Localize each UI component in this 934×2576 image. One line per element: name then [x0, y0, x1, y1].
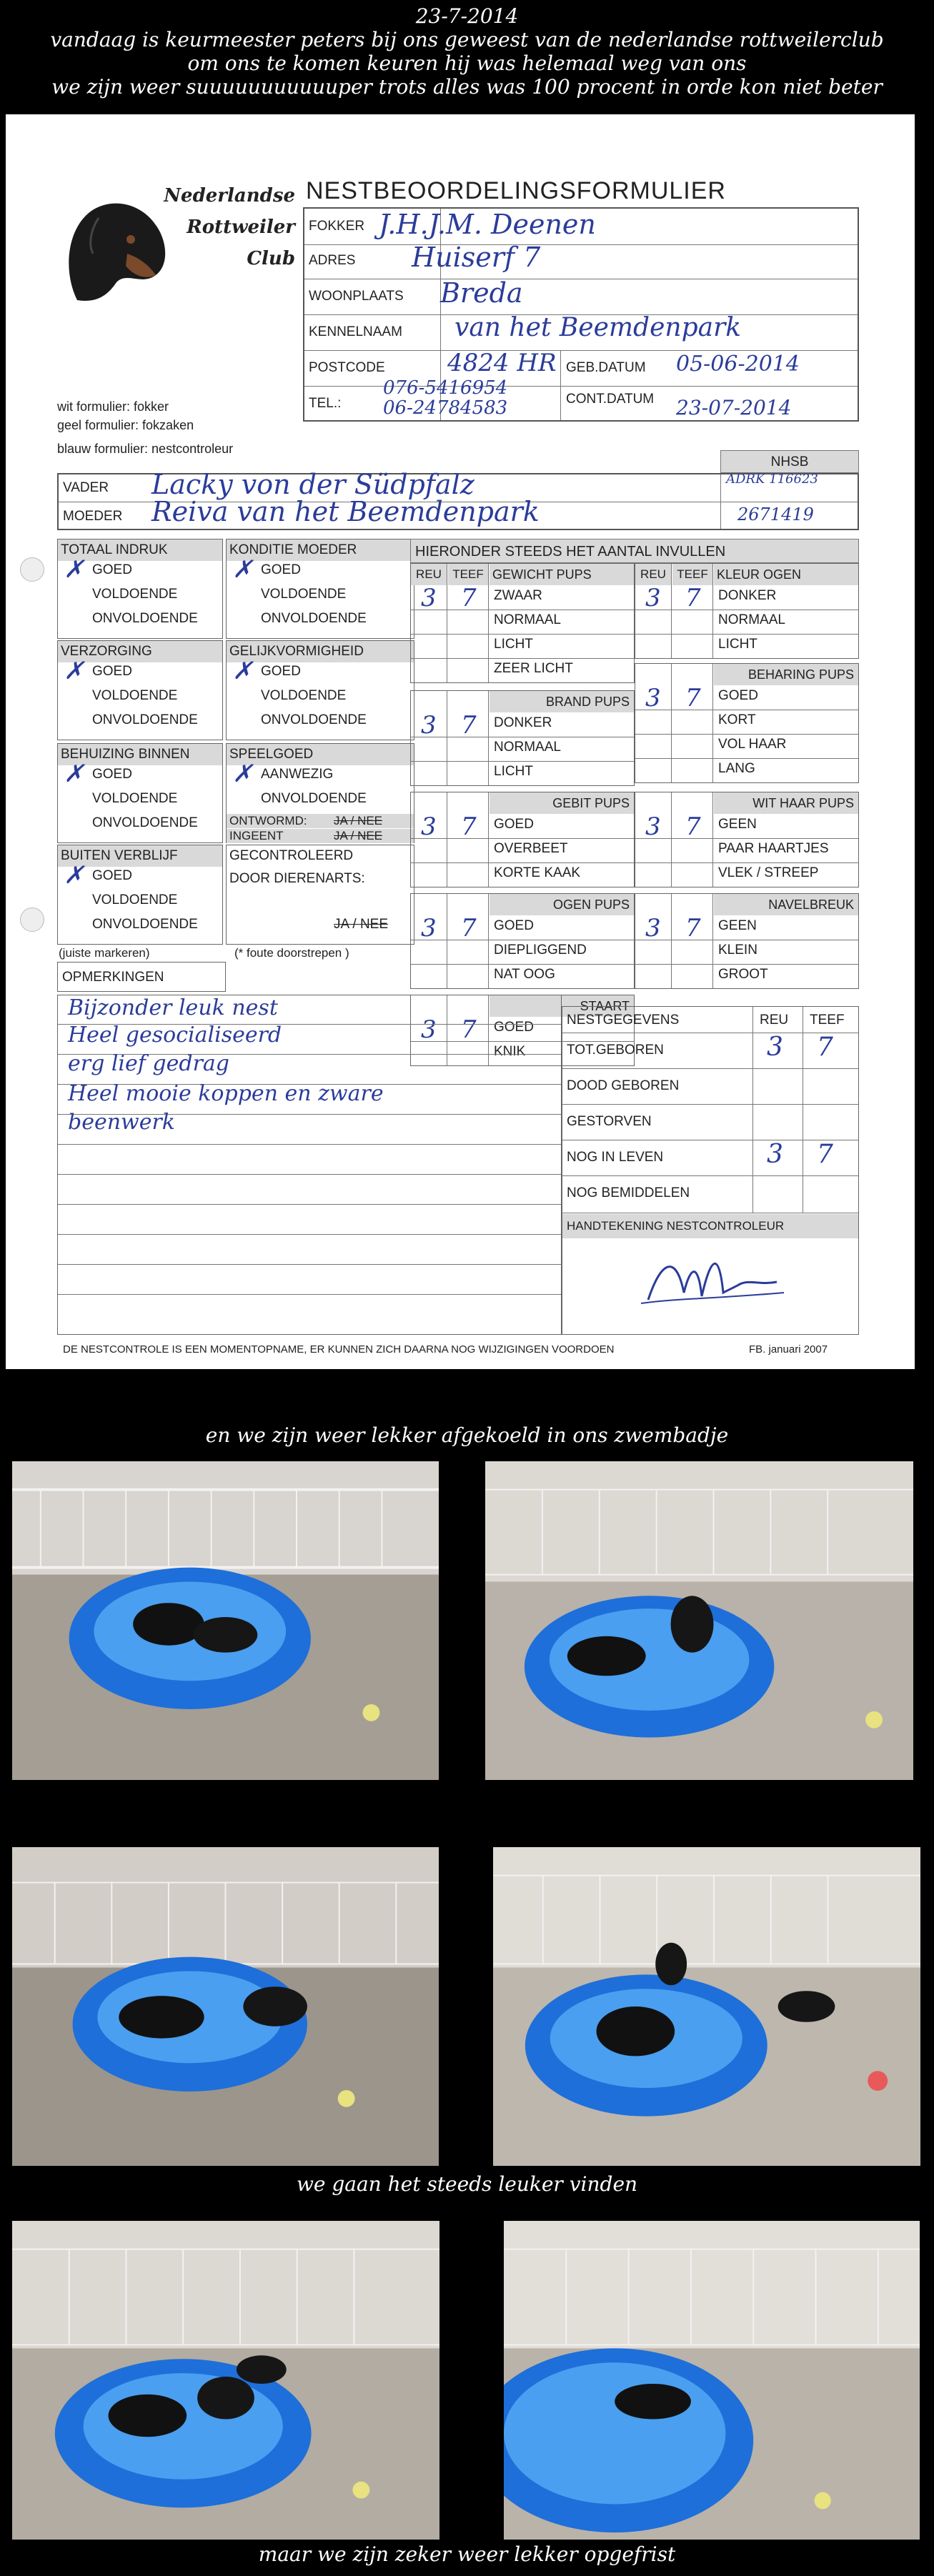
nest-row-label: DOOD GEBOREN: [567, 1078, 680, 1093]
reu-header: REU: [411, 564, 447, 585]
nest-title: NESTGEGEVENS: [567, 1013, 680, 1028]
nest-row-reu: 3: [767, 1140, 783, 1169]
option-voldoende: VOLDOENDE: [92, 587, 178, 602]
form-code: FB. januari 2007: [749, 1343, 828, 1356]
group-box: [635, 792, 859, 887]
copy-wit: wit formulier: fokker: [57, 399, 169, 414]
right-header: HIERONDER STEEDS HET AANTAL INVULLEN: [410, 539, 859, 563]
group-option: NAT OOG: [494, 967, 555, 982]
group-teef-count: 7: [685, 584, 701, 612]
group-teef-count: 7: [685, 914, 701, 943]
page-header: [0, 4, 934, 99]
form-footer: DE NESTCONTROLE IS EEN MOMENTOPNAME, ER KUNNEN ZICH DAARNA NOG WIJZIGINGEN VOORDOEN: [63, 1343, 615, 1356]
check-mark-icon: ✗: [64, 657, 84, 685]
left-evaluation: [57, 539, 416, 939]
check-mark-icon: ✗: [64, 555, 84, 584]
photo-pool-puppies: [485, 1461, 913, 1780]
option-voldoende: VOLDOENDE: [261, 688, 347, 703]
option-goed: GOED: [92, 767, 132, 782]
caption-2: we gaan het steeds leuker vinden: [296, 2172, 638, 2196]
konditie-moeder-title: KONDITIE MOEDER: [227, 539, 414, 561]
breeder-table: [303, 207, 859, 422]
group-reu-count: 3: [421, 914, 437, 943]
group-option: PAAR HAARTJES: [718, 841, 829, 856]
nest-evaluation-form: [6, 114, 915, 1369]
group-title: OGEN PUPS: [490, 894, 634, 915]
group-box: [635, 563, 859, 659]
verzorging-box: [57, 640, 223, 740]
behuizing-binnen-box: [57, 743, 223, 843]
door-dierenarts-label: DOOR DIERENARTS:: [229, 871, 365, 886]
vader-label: VADER: [63, 480, 109, 495]
group-option: LICHT: [494, 637, 533, 652]
group-reu-count: 3: [645, 584, 661, 612]
club-name: [152, 180, 295, 274]
option-onvoldoende: ONVOLDOENDE: [261, 611, 367, 626]
vader-nhsb: ADRK 116623: [726, 472, 818, 487]
group-option: DONKER: [494, 715, 552, 730]
buiten-verblijf-title: BUITEN VERBLIJF: [58, 845, 222, 867]
tel-value-1: 076-5416954: [383, 377, 508, 399]
nest-row-label: NOG BEMIDDELEN: [567, 1185, 690, 1200]
group-title: KLEUR OGEN: [714, 564, 858, 585]
option-voldoende: VOLDOENDE: [261, 587, 347, 602]
group-reu-count: 3: [421, 584, 437, 612]
contdatum-value: 23-07-2014: [676, 396, 792, 419]
group-reu-count: 3: [645, 812, 661, 841]
adres-label: ADRES: [309, 253, 356, 268]
group-teef-count: 7: [685, 812, 701, 841]
woonplaats-value: Breda: [440, 277, 523, 309]
header-date: 23-7-2014: [415, 4, 519, 28]
copy-geel: geel formulier: fokzaken: [57, 418, 194, 432]
group-title: WIT HAAR PUPS: [714, 792, 858, 814]
gebdatum-label: GEB.DATUM: [566, 360, 646, 375]
group-option: VLEK / STREEP: [718, 865, 819, 880]
tel-label: TEL.:: [309, 396, 342, 411]
juiste-note: (juiste markeren): [59, 946, 150, 960]
tel-value-2: 06-24784583: [383, 397, 508, 419]
remark-line: beenwerk: [68, 1110, 175, 1135]
signature-icon: [634, 1243, 791, 1321]
ontwormd-value: JA / NEE: [334, 814, 383, 827]
gecontroleerd-label: GECONTROLEERD: [229, 848, 354, 863]
photo-pool-puppies: [12, 1461, 439, 1780]
remark-line: erg lief gedrag: [68, 1051, 230, 1076]
group-option: DONKER: [718, 588, 777, 603]
group-option: LANG: [718, 761, 755, 776]
gelijkvormigheid-box: [226, 640, 414, 740]
check-mark-icon: ✗: [232, 657, 253, 685]
option-voldoende: VOLDOENDE: [92, 892, 178, 907]
group-title: BRAND PUPS: [490, 691, 634, 712]
option-goed: GOED: [261, 664, 301, 679]
group-option: DIEPLIGGEND: [494, 943, 587, 958]
header-line-3: we zijn weer suuuuuuuuuuuper trots alles was 100 procent in orde kon niet beter: [51, 75, 883, 99]
photo-pool-puppies: [12, 1847, 439, 2166]
photo-pool-puppies: [504, 2221, 920, 2540]
club-name-line: Nederlandse: [164, 185, 295, 207]
remark-line: Heel mooie koppen en zware: [68, 1081, 384, 1106]
moeder-label: MOEDER: [63, 509, 123, 524]
option-goed: GOED: [92, 868, 132, 883]
group-box: [410, 893, 635, 989]
group-teef-count: 7: [461, 584, 477, 612]
club-name-line: Rottweiler: [187, 217, 295, 238]
moeder-nhsb: 2671419: [737, 504, 814, 524]
option-goed: GOED: [92, 562, 132, 577]
nest-row-reu: 3: [767, 1033, 783, 1062]
contdatum-label: CONT.DATUM: [566, 392, 655, 407]
group-reu-count: 3: [421, 711, 437, 740]
remark-line: Bijzonder leuk nest: [68, 995, 278, 1020]
check-mark-icon: ✗: [64, 861, 84, 890]
group-option: NORMAAL: [494, 740, 561, 755]
group-reu-count: 3: [421, 812, 437, 841]
group-box: [410, 690, 635, 786]
group-box: [410, 563, 635, 683]
gelijkvormigheid-title: GELIJKVORMIGHEID: [227, 641, 414, 662]
kennelnaam-value: van het Beemdenpark: [454, 313, 742, 342]
fokker-label: FOKKER: [309, 219, 365, 234]
header-line-2: om ons te komen keuren hij was helemaal weg van ons: [187, 51, 747, 75]
form-title: NESTBEOORDELINGSFORMULIER: [306, 177, 726, 204]
group-option: VOL HAAR: [718, 737, 787, 752]
group-option: GEEN: [718, 817, 757, 832]
opmerkingen-box: [57, 962, 226, 992]
foute-note: (* foute doorstrepen ): [234, 946, 349, 960]
option-onvoldoende: ONVOLDOENDE: [92, 815, 198, 830]
club-name-line: Club: [247, 248, 295, 269]
copy-distribution: [57, 397, 194, 434]
group-option: ZEER LICHT: [494, 661, 573, 676]
group-teef-count: 7: [461, 1015, 477, 1044]
fokker-value: J.H.J.M. Deenen: [379, 209, 596, 240]
header-line-1: vandaag is keurmeester peters bij ons geweest van de nederlandse rottweilerclub: [50, 28, 884, 51]
photo-pool-puppies: [12, 2221, 439, 2540]
totaal-indruk-box: [57, 539, 223, 639]
verzorging-title: VERZORGING: [58, 641, 222, 662]
nest-data-table: [562, 1006, 859, 1335]
group-option: KORTE KAAK: [494, 865, 581, 880]
ingeent-label: INGEENT: [227, 829, 414, 843]
teef-header: TEEF: [672, 564, 712, 585]
group-teef-count: 7: [461, 914, 477, 943]
group-title: BEHARING PUPS: [714, 664, 858, 685]
option-onvoldoende: ONVOLDOENDE: [92, 917, 198, 932]
signature-label: HANDTEKENING NESTCONTROLEUR: [562, 1214, 858, 1238]
gecontroleerd-box: [226, 845, 414, 945]
option-goed: GOED: [261, 562, 301, 577]
group-teef-count: 7: [461, 711, 477, 740]
caption-3: maar we zijn zeker weer lekker opgefrist: [258, 2542, 676, 2566]
option-onvoldoende: ONVOLDOENDE: [92, 611, 198, 626]
photo-pool-puppies: [493, 1847, 920, 2166]
teef-header: TEEF: [448, 564, 488, 585]
option-goed: GOED: [92, 664, 132, 679]
check-mark-icon: ✗: [232, 555, 253, 584]
nest-row-label: GESTORVEN: [567, 1114, 652, 1129]
group-reu-count: 3: [645, 914, 661, 943]
speelgoed-box: [226, 743, 414, 843]
group-option: LICHT: [718, 637, 757, 652]
postcode-label: POSTCODE: [309, 360, 385, 375]
nest-row-label: NOG IN LEVEN: [567, 1150, 664, 1165]
remark-line: Heel gesocialiseerd: [68, 1023, 282, 1048]
reu-header: REU: [635, 564, 671, 585]
punch-hole: [20, 907, 44, 932]
ingeent-value: JA / NEE: [334, 829, 383, 842]
group-option: GOED: [718, 688, 758, 703]
konditie-moeder-box: [226, 539, 414, 639]
behuizing-binnen-title: BEHUIZING BINNEN: [58, 744, 222, 765]
woonplaats-label: WOONPLAATS: [309, 289, 404, 304]
copy-blauw: blauw formulier: nestcontroleur: [57, 442, 234, 456]
option-voldoende: VOLDOENDE: [92, 791, 178, 806]
remarks-area: [57, 995, 562, 1335]
gebdatum-value: 05-06-2014: [676, 352, 800, 377]
nest-reu-header: REU: [760, 1013, 789, 1028]
caption-1: en we zijn weer lekker afgekoeld in ons zwembadje: [205, 1423, 729, 1447]
group-option: NORMAAL: [494, 612, 561, 627]
group-box: [635, 893, 859, 989]
group-title: STAART: [490, 995, 634, 1017]
group-teef-count: 7: [461, 812, 477, 841]
nest-row-teef: 7: [817, 1033, 833, 1062]
option-onvoldoende: ONVOLDOENDE: [92, 712, 198, 727]
nhsb-header: NHSB: [720, 450, 859, 473]
group-title: GEWICHT PUPS: [490, 564, 634, 585]
nest-teef-header: TEEF: [810, 1013, 845, 1028]
group-option: NORMAAL: [718, 612, 785, 627]
group-box: [635, 663, 859, 783]
option-onvoldoende: ONVOLDOENDE: [261, 712, 367, 727]
postcode-value: 4824 HR: [447, 349, 557, 377]
nest-row-label: TOT.GEBOREN: [567, 1043, 664, 1058]
option-aanwezig: AANWEZIG: [261, 767, 334, 782]
group-title: GEBIT PUPS: [490, 792, 634, 814]
group-option: ZWAAR: [494, 588, 542, 603]
check-mark-icon: ✗: [64, 760, 84, 788]
option-voldoende: VOLDOENDE: [92, 688, 178, 703]
group-option: KORT: [718, 712, 756, 727]
option-onvoldoende: ONVOLDOENDE: [261, 791, 367, 806]
group-option: GROOT: [718, 967, 768, 982]
adres-value: Huiserf 7: [412, 242, 541, 273]
group-option: GEEN: [718, 918, 757, 933]
group-option: KNIK: [494, 1044, 526, 1059]
group-reu-count: 3: [645, 684, 661, 712]
group-box: [410, 792, 635, 887]
group-option: GOED: [494, 817, 534, 832]
group-option: GOED: [494, 918, 534, 933]
group-title: NAVELBREUK: [714, 894, 858, 915]
speelgoed-title: SPEELGOED: [227, 744, 414, 765]
nest-row-teef: 7: [817, 1140, 833, 1169]
kennelnaam-label: KENNELNAAM: [309, 324, 402, 339]
group-teef-count: 7: [685, 684, 701, 712]
totaal-indruk-title: TOTAAL INDRUK: [58, 539, 222, 561]
moeder-value: Reiva van het Beemdenpark: [151, 496, 540, 527]
buiten-verblijf-box: [57, 845, 223, 945]
group-option: OVERBEET: [494, 841, 568, 856]
check-mark-icon: ✗: [232, 760, 253, 788]
dierenarts-value: JA / NEE: [334, 917, 389, 932]
ontwormd-label: ONTWORMD:: [227, 814, 414, 828]
group-option: KLEIN: [718, 943, 757, 958]
group-option: LICHT: [494, 764, 533, 779]
group-reu-count: 3: [421, 1015, 437, 1044]
parents-table: [57, 469, 859, 530]
group-option: GOED: [494, 1020, 534, 1035]
punch-hole: [20, 557, 44, 582]
vader-value: Lacky von der Südpfalz: [151, 469, 475, 500]
opmerkingen-label: OPMERKINGEN: [62, 970, 164, 985]
